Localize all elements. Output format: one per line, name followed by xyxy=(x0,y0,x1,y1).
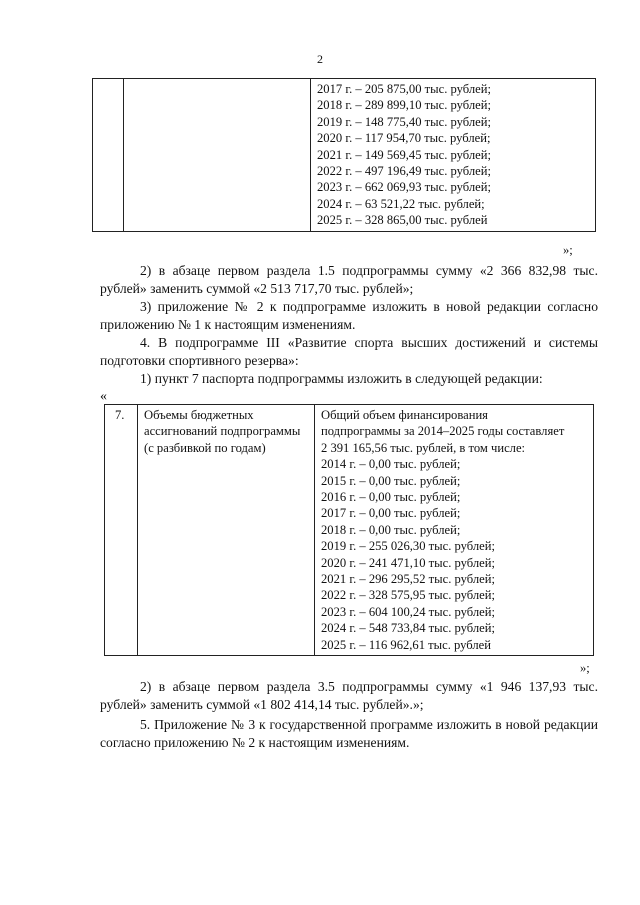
amount-line: 2021 г. – 149 569,45 тыс. рублей; xyxy=(317,147,491,162)
table-cell-amounts xyxy=(311,79,596,232)
closing-quote: »; xyxy=(580,661,590,675)
amount-line: 2 391 165,56 тыс. рублей, в том числе: xyxy=(321,440,526,455)
amount-line: 2023 г. – 604 100,24 тыс. рублей; xyxy=(321,604,495,619)
amount-line: подпрограммы за 2014–2025 годы составляет xyxy=(321,424,565,439)
table-cell-label xyxy=(138,405,315,656)
amount-line: 2024 г. – 548 733,84 тыс. рублей; xyxy=(321,621,495,636)
amount-line: 2025 г. – 116 962,61 тыс. рублей xyxy=(321,637,491,652)
amount-line: 2023 г. – 662 069,93 тыс. рублей; xyxy=(317,180,491,195)
label-line: Объемы бюджетных xyxy=(144,408,254,422)
amount-line: Общий объем финансирования xyxy=(321,408,488,422)
closing-quote: »; xyxy=(563,243,573,257)
page-number: 2 xyxy=(317,52,323,66)
amount-line: 2018 г. – 0,00 тыс. рублей; xyxy=(321,522,461,537)
amount-line: 2020 г. – 241 471,10 тыс. рублей; xyxy=(321,555,495,570)
amount-line: 2017 г. – 205 875,00 тыс. рублей; xyxy=(317,82,491,96)
amount-line: 2022 г. – 328 575,95 тыс. рублей; xyxy=(321,588,495,603)
amount-line: 2017 г. – 0,00 тыс. рублей; xyxy=(321,506,461,521)
amount-line: 2014 г. – 0,00 тыс. рублей; xyxy=(321,457,461,472)
amount-line: 2019 г. – 255 026,30 тыс. рублей; xyxy=(321,539,495,554)
paragraph: 4. В подпрограмме III «Развитие спорта высших достижений и системы подготовки спортивного резерва»: xyxy=(100,335,598,369)
label-line: ассигнований подпрограммы xyxy=(144,424,301,439)
amount-line: 2021 г. – 296 295,52 тыс. рублей; xyxy=(321,572,495,587)
passport-table xyxy=(104,404,594,656)
paragraph: 5. Приложение № 3 к государственной программе изложить в новой редакции согласно приложению № 2 к настоящим изменениям. xyxy=(100,717,598,751)
amount-line: 2018 г. – 289 899,10 тыс. рублей; xyxy=(317,98,491,113)
amount-line: 2022 г. – 497 196,49 тыс. рублей; xyxy=(317,164,491,179)
item-number: 7. xyxy=(115,408,125,422)
paragraph: 2) в абзаце первом раздела 1.5 подпрограммы сумму «2 366 832,98 тыс. рублей» заменить суммой «2 513 717,70 тыс. рублей»; xyxy=(100,263,598,297)
amount-line: 2016 г. – 0,00 тыс. рублей; xyxy=(321,490,461,505)
label-line: (с разбивкой по годам) xyxy=(144,440,266,455)
table-cell-amounts xyxy=(315,405,594,656)
amount-line: 2020 г. – 117 954,70 тыс. рублей; xyxy=(317,131,491,146)
funding-table-continued xyxy=(92,78,596,232)
amount-line: 2019 г. – 148 775,40 тыс. рублей; xyxy=(317,114,491,129)
amount-line: 2015 г. – 0,00 тыс. рублей; xyxy=(321,473,461,488)
paragraph: 3) приложение № 2 к подпрограмме изложить в новой редакции согласно приложению № 1 к настоящим изменениям. xyxy=(100,299,598,333)
table-cell-number xyxy=(105,405,138,656)
opening-quote: « xyxy=(100,389,107,404)
paragraph: 1) пункт 7 паспорта подпрограммы изложить в следующей редакции: xyxy=(140,371,543,386)
table-cell-number xyxy=(93,79,124,232)
paragraph: 2) в абзаце первом раздела 3.5 подпрограммы сумму «1 946 137,93 тыс. рублей» заменить суммой «1 802 414,14 тыс. рублей».»; xyxy=(100,679,598,713)
amount-line: 2024 г. – 63 521,22 тыс. рублей; xyxy=(317,196,485,211)
amount-line: 2025 г. – 328 865,00 тыс. рублей xyxy=(317,213,488,228)
table-cell-label xyxy=(124,79,311,232)
